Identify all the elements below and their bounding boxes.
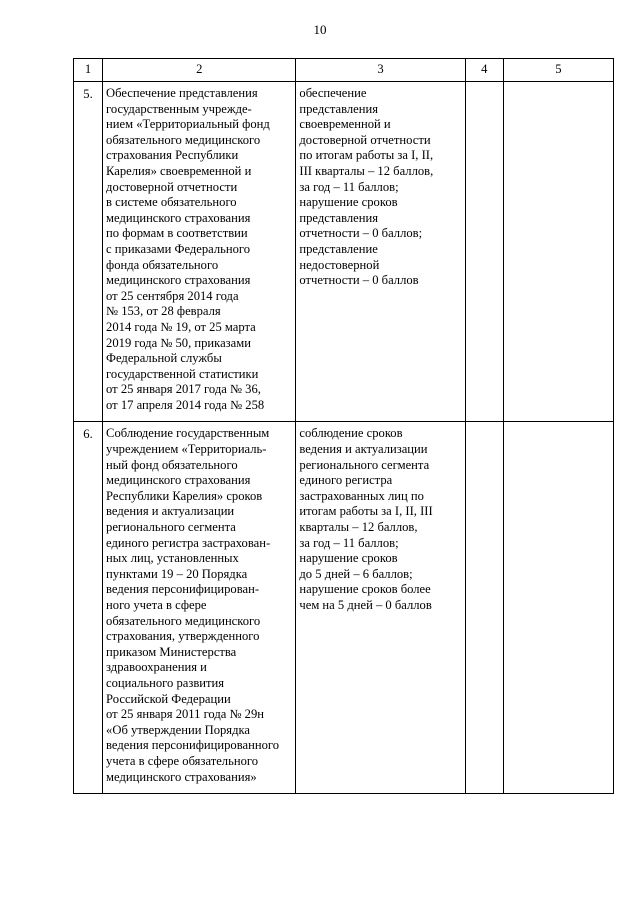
scoring-cell xyxy=(296,422,465,794)
text-line: от 25 сентября 2014 года xyxy=(106,288,239,303)
text-line: Обеспечение представления xyxy=(106,86,258,100)
text-line: от 25 января 2011 года № 29н xyxy=(106,707,265,722)
text-line: медицинского страхования» xyxy=(106,769,257,784)
text-line: от 25 января 2017 года № 36, xyxy=(106,382,261,397)
header-col-4: 4 xyxy=(465,59,503,82)
text-line: достоверной отчетности xyxy=(106,179,238,194)
text-line: ведения персонифицированного xyxy=(106,738,280,753)
text-line: пунктами 19 – 20 Порядка xyxy=(106,566,248,581)
text-line: учета в сфере обязательного xyxy=(106,753,259,768)
criterion-description-cell-text xyxy=(103,422,295,793)
text-line: отчетности – 0 баллов xyxy=(299,273,419,288)
column-4-cell xyxy=(465,82,503,422)
text-line: итогам работы за I, II, III xyxy=(299,504,433,519)
text-line: социального развития xyxy=(106,675,225,690)
text-line: достоверной отчетности xyxy=(299,132,431,147)
text-line: обязательного медицинского xyxy=(106,132,261,147)
text-line: кварталы – 12 баллов, xyxy=(299,520,418,535)
text-line: в системе обязательного xyxy=(106,195,237,210)
row-number: 5. xyxy=(83,87,93,101)
text-line: с приказами Федерального xyxy=(106,241,251,256)
column-5-cell xyxy=(503,82,613,422)
text-line: III кварталы – 12 баллов, xyxy=(299,163,434,178)
text-line: нием «Территориальный фонд xyxy=(106,117,270,132)
text-line: Карелия» своевременной и xyxy=(106,163,252,178)
table-row xyxy=(74,422,614,794)
text-line: нарушение сроков xyxy=(299,195,398,210)
text-line: недостоверной xyxy=(299,257,380,272)
column-5-cell xyxy=(503,422,613,794)
text-line: медицинского страхования xyxy=(106,210,251,225)
scoring-cell-text xyxy=(296,82,464,297)
text-line: обязательного медицинского xyxy=(106,613,261,628)
text-line: по формам в соответствии xyxy=(106,226,248,241)
text-line: страхования, утвержденного xyxy=(106,629,260,644)
text-line: за год – 11 баллов; xyxy=(299,179,399,194)
text-line: страхования Республики xyxy=(106,148,239,163)
text-line: своевременной и xyxy=(299,117,391,132)
text-line: от 17 апреля 2014 года № 258 xyxy=(106,397,265,412)
text-line: ведения и актуализации xyxy=(299,442,428,457)
text-line: ведения и актуализации xyxy=(106,504,235,519)
text-line: приказом Министерства xyxy=(106,644,237,659)
text-line: представление xyxy=(299,241,378,256)
text-line: Республики Карелия» сроков xyxy=(106,488,263,503)
text-line: нарушение сроков xyxy=(299,551,398,566)
page-number: 10 xyxy=(313,22,327,37)
criterion-description-cell xyxy=(103,422,296,794)
text-line: до 5 дней – 6 баллов; xyxy=(299,566,413,581)
text-line: 2014 года № 19, от 25 марта xyxy=(106,319,256,334)
text-line: застрахованных лиц по xyxy=(299,488,424,503)
text-line: Российской Федерации xyxy=(106,691,231,706)
text-line: за год – 11 баллов; xyxy=(299,535,399,550)
header-row xyxy=(74,59,614,82)
text-line: здравоохранения и xyxy=(106,660,207,675)
text-line: «Об утверждении Порядка xyxy=(106,722,251,737)
text-line: регионального сегмента xyxy=(299,457,430,472)
text-line: чем на 5 дней – 0 баллов xyxy=(299,598,432,612)
text-line: медицинского страхования xyxy=(106,273,251,288)
text-line: единого регистра застрахован- xyxy=(106,535,271,550)
text-line: нарушение сроков более xyxy=(299,582,431,597)
text-line: по итогам работы за I, II, xyxy=(299,148,434,163)
text-line: представления xyxy=(299,210,379,225)
scoring-cell xyxy=(296,82,465,422)
text-line: регионального сегмента xyxy=(106,520,236,535)
header-col-3: 3 xyxy=(296,59,465,82)
text-line: ных лиц, установленных xyxy=(106,551,239,566)
scoring-cell-text xyxy=(296,422,464,621)
criterion-description-cell xyxy=(103,82,296,422)
table-row xyxy=(74,82,614,422)
text-line: обеспечение xyxy=(299,86,367,100)
text-line: ведения персонифицирован- xyxy=(106,582,260,597)
text-line: представления xyxy=(299,101,379,116)
text-line: ный фонд обязательного xyxy=(106,457,238,472)
row-number: 6. xyxy=(83,427,93,442)
text-line: 2019 года № 50, приказами xyxy=(106,335,251,350)
text-line: Соблюдение государственным xyxy=(106,426,270,441)
text-line: государственным учрежде- xyxy=(106,101,252,116)
text-line: единого регистра xyxy=(299,473,393,488)
text-line: соблюдение сроков xyxy=(299,426,403,441)
header-col-5: 5 xyxy=(503,59,613,82)
text-line: отчетности – 0 баллов; xyxy=(299,226,423,241)
text-line: Федеральной службы xyxy=(106,351,222,366)
text-line: государственной статистики xyxy=(106,366,259,381)
text-line: учреждением «Территориаль- xyxy=(106,442,267,457)
text-line: ного учета в сфере xyxy=(106,598,207,612)
text-line: фонда обязательного xyxy=(106,257,219,272)
header-col-2: 2 xyxy=(103,59,296,82)
column-4-cell xyxy=(465,422,503,794)
row-number-cell xyxy=(74,82,103,422)
text-line: медицинского страхования xyxy=(106,473,251,488)
criteria-table xyxy=(73,58,614,794)
header-col-1: 1 xyxy=(74,59,103,82)
row-number-cell xyxy=(74,422,103,794)
criterion-description-cell-text xyxy=(103,82,295,421)
text-line: № 153, от 28 февраля xyxy=(106,304,221,319)
